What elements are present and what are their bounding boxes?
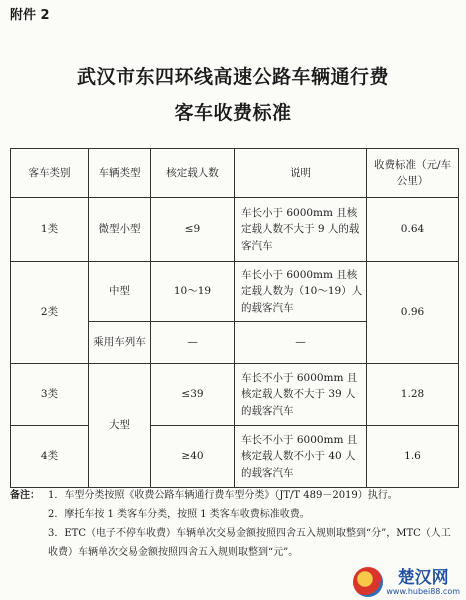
cell-desc: 车长小于 6000mm 且核定载人数不大于 9 人的载客汽车 [235, 198, 367, 262]
cell-type: 大型 [89, 364, 151, 488]
site-watermark [353, 567, 460, 597]
cell-desc: 车长小于 6000mm 且核定载人数为（10～19）人的载客汽车 [235, 262, 367, 322]
table-header-row [11, 149, 459, 198]
attachment-label: 附件 2 [10, 8, 50, 23]
cell-rate: 0.96 [367, 262, 459, 364]
table-row [11, 364, 459, 426]
note-text: 1．车型分类按照《收费公路车辆通行费车型分类》（JT/T 489－2019）执行。 [48, 490, 398, 501]
cell-desc: — [235, 322, 367, 364]
cell-rate: 0.64 [367, 198, 459, 262]
cell-type: 乘用车列车 [89, 322, 151, 364]
header-desc: 说明 [235, 149, 367, 198]
notes-section [10, 486, 460, 562]
note-text: 3．ETC（电子不停车收费）车辆单次交易金额按照四舍五入规则取整到“分”，MTC（人工收费）车辆单次交易金额按照四舍五入规则取整到“元”。 [48, 528, 451, 558]
document-title: 武汉市东四环线高速公路车辆通行费 [76, 66, 389, 88]
note-item [10, 486, 460, 505]
header-vehicle-type: 车辆类型 [89, 149, 151, 198]
cell-type: 微型小型 [89, 198, 151, 262]
cell-type: 中型 [89, 262, 151, 322]
cell-seats: — [151, 322, 235, 364]
table-row [11, 198, 459, 262]
header-rate: 收费标准（元/车公里） [367, 149, 459, 198]
watermark-url: www.hubei88.com [386, 586, 460, 596]
cell-seats: ≤9 [151, 198, 235, 262]
table-row [11, 262, 459, 322]
fee-table [10, 148, 459, 488]
cell-class: 1类 [11, 198, 89, 262]
note-item [10, 524, 460, 562]
cell-rate: 1.6 [367, 426, 459, 488]
header-class: 客车类别 [11, 149, 89, 198]
header-seats: 核定载人数 [151, 149, 235, 198]
note-item [10, 505, 460, 524]
cell-class: 3类 [11, 364, 89, 426]
cell-class: 2类 [11, 262, 89, 364]
cell-desc: 车长不小于 6000mm 且核定载人数不大于 39 人的载客汽车 [235, 364, 367, 426]
table-row [11, 426, 459, 488]
cell-rate: 1.28 [367, 364, 459, 426]
notes-lead: 备注： [10, 490, 40, 501]
cell-seats: ≤39 [151, 364, 235, 426]
site-logo-icon [353, 567, 383, 597]
cell-seats: ≥40 [151, 426, 235, 488]
cell-seats: 10～19 [151, 262, 235, 322]
note-text: 2．摩托车按 1 类客车分类，按照 1 类客车收费标准收费。 [48, 509, 310, 520]
cell-class: 4类 [11, 426, 89, 488]
cell-desc: 车长不小于 6000mm 且核定载人数不小于 40 人的载客汽车 [235, 426, 367, 488]
document-subtitle: 客车收费标准 [174, 102, 292, 124]
watermark-name: 楚汉网 [397, 567, 449, 588]
